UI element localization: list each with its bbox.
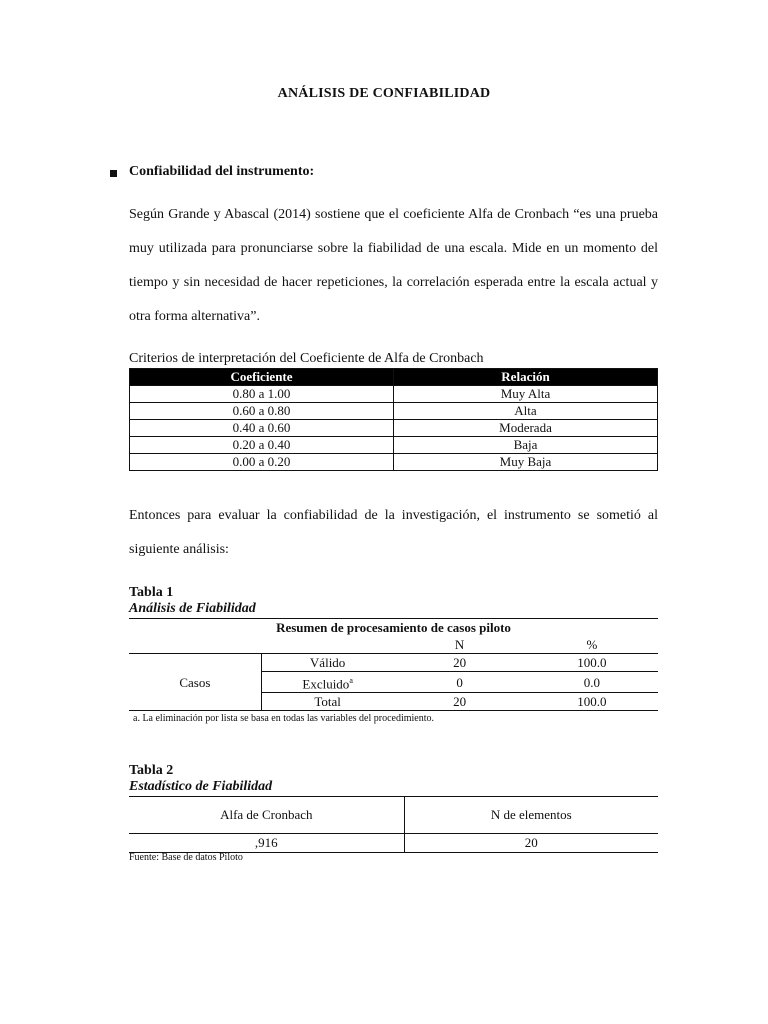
table1-columns-row: [129, 636, 658, 654]
footnote-marker: a: [349, 676, 353, 685]
criteria-relation: Muy Alta: [394, 386, 658, 403]
criteria-table: [129, 368, 658, 471]
table1-col-pct: %: [526, 636, 658, 654]
table2-value-n: 20: [404, 834, 658, 853]
table1-row-label: Excluido$^a$: [261, 672, 393, 693]
criteria-relation: Alta: [394, 403, 658, 420]
criteria-range: 0.80 a 1.00: [130, 386, 394, 403]
criteria-header-relacion: Relación: [394, 369, 658, 386]
table1-row-n: 0: [394, 672, 526, 693]
section-heading: Confiabilidad del instrumento:: [129, 164, 315, 179]
table2-subtitle: Estadístico de Fiabilidad: [129, 779, 273, 794]
criteria-relation: Moderada: [394, 420, 658, 437]
criteria-range: 0.40 a 0.60: [130, 420, 394, 437]
page-title: ANÁLISIS DE CONFIABILIDAD: [277, 86, 491, 101]
table1-col-n: N: [394, 636, 526, 654]
criteria-range: 0.00 a 0.20: [130, 454, 394, 471]
table2-header-row: [129, 797, 658, 834]
table1-row-pct: 100.0: [526, 693, 658, 711]
table-row: [129, 834, 658, 853]
paragraph-cronbach: Según Grande y Abascal (2014) sostiene que el coeficiente Alfa de Cronbach “es una prueba muy utilizada para pronunciarse sobre la fiabilidad de una escala. Mide en un momento del tiempo y sin necesidad de hacer repeticiones, la correlación esperada entre la escala actual y otra forma alternativa”.: [129, 207, 658, 324]
criteria-range: 0.60 a 0.80: [130, 403, 394, 420]
table-row: [130, 454, 658, 471]
paragraph-analysis: Entonces para evaluar la confiabilidad de la investigación, el instrumento se sometió al siguiente análisis:: [129, 508, 658, 557]
table2-source: Fuente: Base de datos Piloto: [129, 852, 243, 863]
table1-row-label: Total: [261, 693, 393, 711]
table1-row-n: 20: [394, 654, 526, 672]
table1-row-n: 20: [394, 693, 526, 711]
table1-header: Resumen de procesamiento de casos piloto: [129, 619, 658, 637]
table1-row-label: Válido: [261, 654, 393, 672]
table1-row-pct: 0.0: [526, 672, 658, 693]
reliability-statistic-table: [129, 796, 658, 853]
table1-footnote: a. La eliminación por lista se basa en todas las variables del procedimiento.: [133, 713, 435, 724]
table2-header-alfa: Alfa de Cronbach: [129, 797, 404, 834]
table1-row-pct: 100.0: [526, 654, 658, 672]
criteria-range: 0.20 a 0.40: [130, 437, 394, 454]
table1-group-label: Casos: [129, 654, 261, 711]
criteria-relation: Baja: [394, 437, 658, 454]
reliability-summary-table: [129, 618, 658, 711]
table-row: [129, 654, 658, 672]
table1-subtitle: Análisis de Fiabilidad: [129, 601, 256, 616]
criteria-caption: Criterios de interpretación del Coeficiente de Alfa de Cronbach: [129, 351, 484, 366]
table2-value-alfa: ,916: [129, 834, 404, 853]
bullet-icon: [110, 170, 117, 177]
criteria-header-coeficiente: Coeficiente: [130, 369, 394, 386]
table-row: [130, 386, 658, 403]
table2-label: Tabla 2: [129, 763, 174, 778]
table-row: [130, 403, 658, 420]
table1-label: Tabla 1: [129, 585, 174, 600]
table-row: [130, 420, 658, 437]
table1-header-row: [129, 619, 658, 637]
table2-header-n: N de elementos: [404, 797, 658, 834]
criteria-relation: Muy Baja: [394, 454, 658, 471]
table-row: [130, 437, 658, 454]
criteria-header-row: [130, 369, 658, 386]
